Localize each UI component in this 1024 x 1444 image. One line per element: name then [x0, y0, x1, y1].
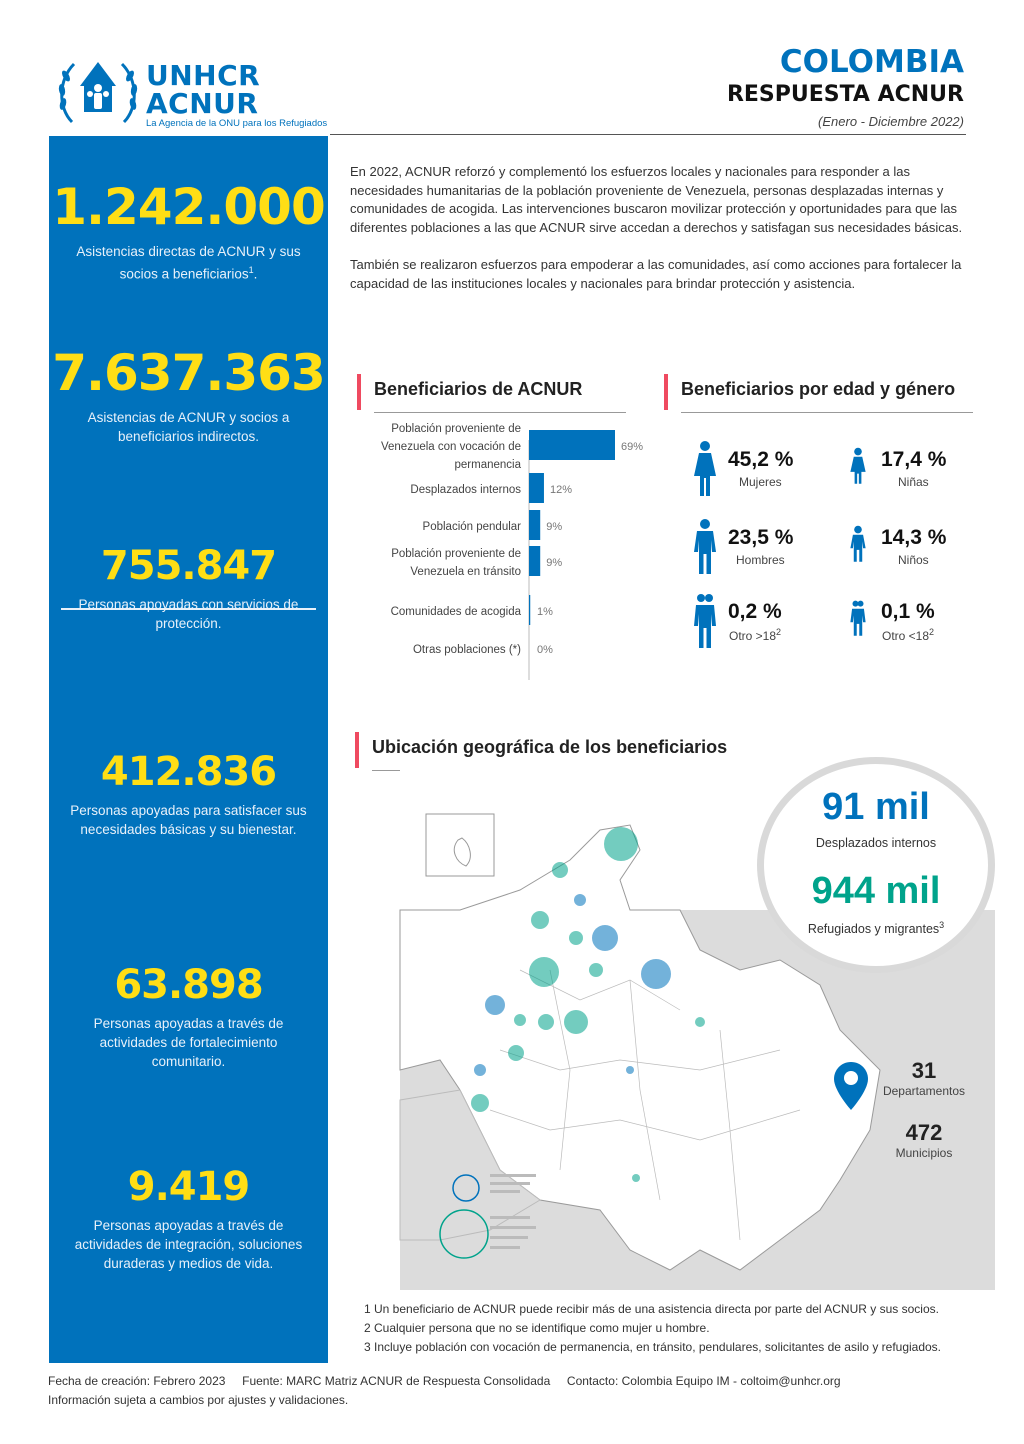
stat-direct-assistance: [49, 178, 328, 284]
stat-value: 7.637.363: [52, 344, 325, 402]
girl-icon: [847, 446, 869, 486]
age-gender-item: [690, 592, 830, 652]
age-gender-percent: 14,3 %: [881, 526, 947, 549]
inset-islands-map: [426, 814, 494, 876]
intro-paragraph: También se realizaron esfuerzos para empoderar a las comunidades, así como acciones para fortalecer la capacidad de las instituciones locales y nacionales para brindar protección y asistencia.: [350, 257, 962, 291]
footer-disclaimer: Información sujeta a cambios por ajustes y validaciones.: [48, 1393, 349, 1407]
boy-icon: [847, 524, 869, 564]
location-pin-icon: [834, 1062, 868, 1110]
bubble-marker: [564, 1010, 588, 1034]
intro-text: [350, 163, 975, 293]
bubble-marker: [538, 1014, 554, 1030]
page-title: COLOMBIA: [779, 44, 964, 80]
chart-bar: [529, 595, 530, 625]
chart-category-label: Venezuela con vocación de: [380, 441, 521, 453]
age-gender-label: Otro $<18^2$: [882, 627, 935, 643]
bubble-marker: [508, 1045, 524, 1061]
unhcr-emblem-icon: [56, 56, 140, 128]
age-gender-label: Niños: [898, 553, 929, 567]
bubble-marker: [589, 963, 603, 977]
chart-category-label: Población proveniente de: [391, 423, 521, 435]
section-underline: [681, 412, 973, 413]
chart-category-label: Otras poblaciones (*): [412, 644, 521, 656]
footnote: 2 Cualquier persona que no se identifique como mujer u hombre.: [364, 1321, 710, 1335]
unhcr-logo: [56, 56, 366, 132]
section-title: Ubicación geográfica de los beneficiarios: [372, 737, 728, 757]
other-child-icon: [847, 598, 869, 638]
footnotes: [364, 1300, 1004, 1357]
logo-tagline: La Agencia de la ONU para los Refugiados: [146, 118, 328, 129]
section-title: Beneficiarios de ACNUR: [374, 379, 583, 399]
municipalities-value: 472: [905, 1120, 943, 1145]
section-accent-bar: [664, 374, 668, 410]
other-adult-icon: [690, 592, 720, 650]
bubble-marker: [514, 1014, 526, 1026]
chart-category-label: Población pendular: [422, 521, 521, 533]
chart-data-label: 12%: [549, 484, 572, 496]
chart-data-label: 69%: [621, 441, 644, 453]
stat-value: 63.898: [114, 962, 263, 1008]
age-gender-label: Mujeres: [739, 475, 782, 489]
bubble-marker: [552, 862, 568, 878]
chart-category-label: permanencia: [454, 459, 521, 471]
section-underline: [374, 412, 626, 413]
bubble-marker: [592, 925, 618, 951]
man-icon: [690, 518, 720, 576]
chart-bar: [529, 430, 615, 460]
stat-value: 412.836: [100, 749, 277, 795]
chart-category-label: Comunidades de acogida: [390, 606, 521, 618]
chart-category-label: Venezuela en tránsito: [410, 566, 521, 578]
header-divider: [330, 134, 966, 135]
chart-bar: [529, 473, 544, 503]
stat-community: [49, 962, 328, 1071]
stat-protection: [49, 543, 328, 633]
age-gender-percent: 17,4 %: [881, 448, 947, 471]
age-gender-item: [690, 440, 830, 500]
age-gender-label: Otro $>18^2$: [729, 627, 782, 643]
age-gender-percent: 45,2 %: [728, 448, 794, 471]
woman-icon: [690, 440, 720, 498]
age-gender-item: [690, 518, 830, 578]
section-accent-bar: [357, 374, 361, 410]
departments-count: [864, 1058, 984, 1098]
age-gender-item: [843, 518, 983, 578]
report-period: (Enero - Diciembre 2022): [818, 114, 964, 129]
bubble-marker: [695, 1017, 705, 1027]
municipalities-count: [864, 1120, 984, 1160]
bubble-marker: [641, 959, 671, 989]
stat-value: 1.242.000: [52, 178, 325, 236]
bubble-marker: [471, 1094, 489, 1112]
bubble-marker: [574, 894, 586, 906]
bubble-marker: [632, 1174, 640, 1182]
chart-bar: [529, 510, 540, 540]
stat-basic-needs: [49, 749, 328, 839]
bubble-marker: [474, 1064, 486, 1076]
age-gender-label: Hombres: [736, 553, 785, 567]
bubble-marker: [529, 957, 559, 987]
age-gender-item: [843, 592, 983, 652]
chart-data-label: 1%: [537, 606, 553, 618]
displacement-summary-circle: [757, 757, 995, 973]
age-gender-percent: 23,5 %: [728, 526, 794, 549]
age-gender-item: [843, 440, 983, 500]
age-gender-percent: 0,1 %: [881, 600, 935, 623]
stat-label: Asistencias directas de ACNUR y sus socios a beneficiarios$^1$.: [76, 244, 301, 282]
bubble-marker: [604, 827, 638, 861]
beneficiaries-bar-chart: [355, 423, 655, 685]
stat-label: Personas apoyadas con servicios de protección.: [78, 597, 299, 631]
bubble-marker: [531, 911, 549, 929]
chart-data-label: 9%: [546, 557, 563, 569]
stat-label: Asistencias de ACNUR y socios a beneficiarios indirectos.: [87, 410, 290, 444]
footnote: 1 Un beneficiario de ACNUR puede recibir más de una asistencia directa por parte del ACNUR y sus socios.: [364, 1302, 939, 1316]
bubble-marker: [626, 1066, 634, 1074]
chart-data-label: 9%: [546, 521, 563, 533]
footnote: 3 Incluye población con vocación de permanencia, en tránsito, pendulares, solicitantes de asilo y refugiados.: [364, 1340, 942, 1354]
intro-paragraph: En 2022, ACNUR reforzó y complementó los esfuerzos locales y nacionales para responder a las necesidades humanitarias de la población proveniente de Venezuela, personas desplazadas internas y comunidades de acogida. Las intervenciones buscaron movilizar protección y oportunidades para que las diferentes poblaciones a las que ACNUR sirve accedan a derechos y satisfagan sus necesidades básicas.: [350, 164, 963, 235]
chart-data-label: 0%: [537, 644, 553, 656]
stat-value: 755.847: [100, 543, 277, 589]
chart-bar: [529, 546, 540, 576]
logo-acnur: ACNUR: [146, 87, 259, 120]
stat-value: 9.419: [127, 1164, 250, 1210]
footer-source-line: Fecha de creación: Febrero 2023 Fuente: MARC Matriz ACNUR de Respuesta Consolidada Contacto: Colombia Equipo IM - coltoim@unhcr.org: [48, 1374, 841, 1388]
stat-integration: [49, 1164, 328, 1273]
departments-value: 31: [911, 1058, 937, 1083]
section-title: Beneficiarios por edad y género: [681, 379, 956, 399]
municipalities-label: Municipios: [895, 1146, 953, 1160]
age-gender-label: Niñas: [898, 475, 929, 489]
bubble-marker: [485, 995, 505, 1015]
stat-indirect-assistance: [49, 344, 328, 446]
departments-label: Departamentos: [882, 1084, 966, 1098]
key-figures-panel: [49, 136, 328, 1363]
refugee-value: 944 mil: [811, 870, 941, 912]
stat-label: Personas apoyadas a través de actividades de integración, soluciones duraderas y medios de vida.: [74, 1218, 303, 1271]
refugee-label: Refugiados y migrantes$^3$: [807, 920, 945, 937]
idp-label: Desplazados internos: [815, 836, 937, 850]
page-footer: [48, 1372, 988, 1410]
logo-unhcr: UNHCR: [146, 59, 261, 92]
bubble-marker: [569, 931, 583, 945]
idp-value: 91 mil: [822, 786, 930, 828]
stat-label: Personas apoyadas a través de actividades de fortalecimiento comunitario.: [93, 1016, 284, 1069]
page-subtitle: RESPUESTA ACNUR: [726, 82, 964, 107]
section-accent-bar: [355, 732, 359, 768]
chart-category-label: Desplazados internos: [410, 484, 521, 496]
chart-category-label: Población proveniente de: [391, 548, 521, 560]
age-gender-percent: 0,2 %: [728, 600, 782, 623]
stat-label: Personas apoyadas para satisfacer sus necesidades básicas y su bienestar.: [70, 803, 307, 837]
